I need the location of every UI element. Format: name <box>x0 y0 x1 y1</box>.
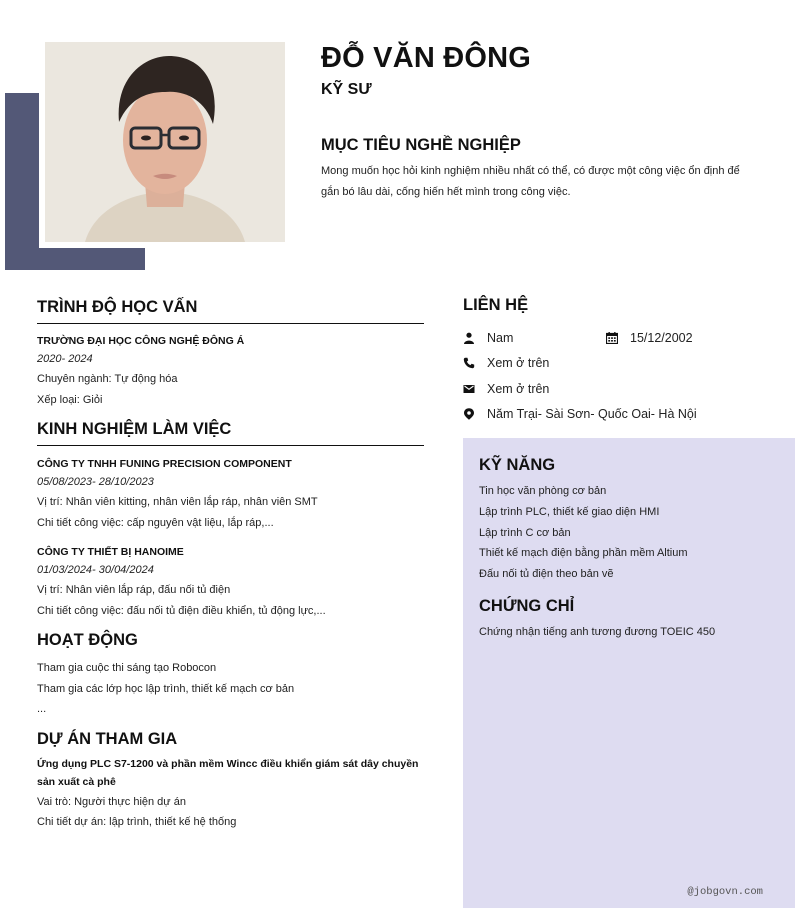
skill-item: Tin học văn phòng cơ bản <box>479 485 607 497</box>
experience-section <box>37 420 424 621</box>
contact-row-phone <box>463 351 783 377</box>
experience-details: Chi tiết công việc: cấp nguyên vật liệu, lắp ráp,... <box>37 516 274 529</box>
skills-title: KỸ NĂNG <box>479 456 556 474</box>
education-grade: Xếp loại: Giỏi <box>37 393 103 406</box>
objective-title: MỤC TIÊU NGHỀ NGHIỆP <box>321 136 521 154</box>
career-objective-section <box>321 136 761 203</box>
candidate-name: ĐỖ VĂN ĐÔNG <box>321 42 532 74</box>
experience-period: 05/08/2023- 28/10/2023 <box>37 476 154 488</box>
activities-section <box>37 631 424 720</box>
contact-gender: Nam <box>487 330 514 345</box>
skill-item: Thiết kế mạch điện bằng phần mềm Altium <box>479 547 688 560</box>
calendar-icon <box>606 332 618 344</box>
activity-item: ... <box>37 703 47 715</box>
education-major: Chuyên ngành: Tự động hóa <box>37 373 178 385</box>
envelope-icon <box>463 383 475 395</box>
experience-item <box>37 543 424 621</box>
profile-photo <box>45 42 285 242</box>
project-details: Chi tiết dự án: lập trình, thiết kế hệ thống <box>37 816 237 828</box>
project-name: Ứng dụng PLC S7-1200 và phần mềm Wincc điều khiển giám sát dây chuyền sản xuất cà phê <box>37 757 419 788</box>
skill-item: Lập trình C cơ bản <box>479 526 571 539</box>
education-period: 2020- 2024 <box>37 353 93 365</box>
person-icon <box>463 332 475 344</box>
skill-item: Đấu nối tủ điện theo bản vẽ <box>479 568 614 581</box>
experience-item <box>37 455 424 533</box>
activity-item: Tham gia cuộc thi sáng tạo Robocon <box>37 662 217 674</box>
contact-title: LIÊN HỆ <box>463 296 529 314</box>
projects-section <box>37 730 424 833</box>
company-name: CÔNG TY THIẾT BỊ HANOIME <box>37 546 184 558</box>
skills-certificates-panel <box>463 438 795 908</box>
skill-item: Lập trình PLC, thiết kế giao diện HMI <box>479 505 660 518</box>
experience-title: KINH NGHIỆM LÀM VIỆC <box>37 420 424 446</box>
activity-item: Tham gia các lớp học lập trình, thiết kế mạch cơ bản <box>37 682 295 695</box>
contact-row-address <box>463 402 783 428</box>
experience-details: Chi tiết công việc: đấu nối tủ điện điều khiển, tủ động lực,... <box>37 604 326 617</box>
contact-birthday: 15/12/2002 <box>630 330 693 345</box>
experience-period: 01/03/2024- 30/04/2024 <box>37 564 154 576</box>
activities-title: HOẠT ĐỘNG <box>37 631 138 649</box>
contact-email: Xem ở trên <box>487 381 550 396</box>
skills-section <box>479 456 779 585</box>
phone-icon <box>463 357 475 369</box>
experience-position: Vị trí: Nhân viên lắp ráp, đấu nối tủ điện <box>37 584 231 596</box>
company-name: CÔNG TY TNHH FUNING PRECISION COMPONENT <box>37 458 292 470</box>
project-role: Vai trò: Người thực hiện dự án <box>37 795 186 808</box>
contact-row-email <box>463 376 783 402</box>
map-pin-icon <box>463 408 475 420</box>
left-column <box>37 298 424 833</box>
certificates-section <box>479 597 779 643</box>
job-title: KỸ SƯ <box>321 81 372 98</box>
watermark: @jobgovn.com <box>687 886 763 898</box>
contact-phone: Xem ở trên <box>487 356 550 371</box>
education-section <box>37 298 424 410</box>
school-name: TRƯỜNG ĐẠI HỌC CÔNG NGHỆ ĐÔNG Á <box>37 335 245 347</box>
certificates-title: CHỨNG CHỈ <box>479 596 575 615</box>
experience-position: Vị trí: Nhân viên kitting, nhân viên lắp ráp, nhân viên SMT <box>37 496 318 508</box>
contact-section <box>463 296 783 427</box>
objective-text: Mong muốn học hỏi kinh nghiệm nhiều nhất có thể, có được một công việc ổn định để gắn bó lâu dài, cống hiến hết mình trong công việc. <box>321 165 740 198</box>
education-title: TRÌNH ĐỘ HỌC VẤN <box>37 298 424 324</box>
contact-address: Năm Trại- Sài Sơn- Quốc Oai- Hà Nội <box>487 407 697 422</box>
certificate-item: Chứng nhận tiếng anh tương đương TOEIC 450 <box>479 625 716 638</box>
projects-title: DỰ ÁN THAM GIA <box>37 729 178 748</box>
contact-row-gender-birthday <box>463 325 783 351</box>
